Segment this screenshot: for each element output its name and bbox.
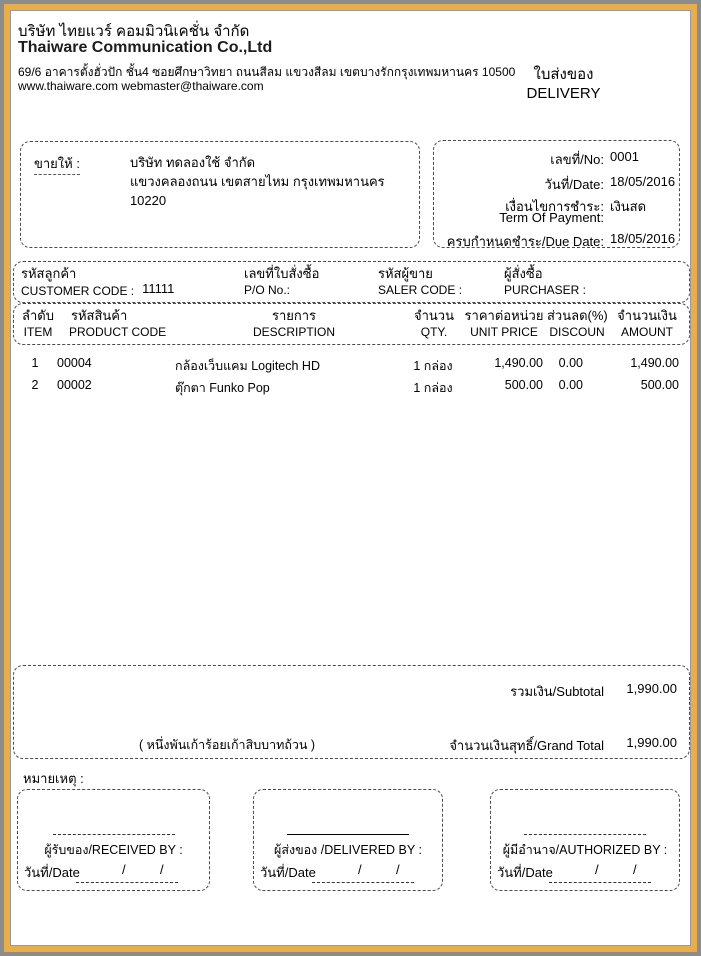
company-address: 69/6 อาคารตั้งฮั่วปัก ชั้น4 ซอยศึกษาวิทยา ถนนสีลม แขวงสีลม เขตบางรักกรุงเทพมหานคร 10500 (18, 65, 516, 79)
product-code: 00004 (57, 356, 92, 370)
company-contact: www.thaiware.com webmaster@thaiware.com (18, 79, 264, 93)
grand-total-label: จำนวนเงินสุทธิ์/Grand Total (449, 738, 604, 753)
document-title-thai: ใบส่งของ (533, 66, 594, 83)
items-table-header (13, 303, 690, 345)
company-name-thai: บริษัท ไทยแวร์ คอมมิวนิเคชั่น จำกัด (18, 23, 250, 40)
column-header-item: ลำดับ ITEM (22, 308, 54, 339)
discount: 0.00 (558, 378, 583, 392)
remark-label: หมายเหตุ : (23, 771, 84, 786)
customer-code-label-english: CUSTOMER CODE : 11111 (21, 281, 175, 298)
date-separator: / (633, 862, 637, 877)
description: ตุ๊กตา Funko Pop (175, 381, 270, 395)
unit-price: 1,490.00 (494, 356, 543, 370)
amount: 1,490.00 (630, 356, 679, 370)
customer-address: แขวงคลองถนน เขตสายไหม กรุงเทพมหานคร 10220 (129, 174, 385, 208)
customer-code-field (21, 265, 174, 300)
column-header-qty: จำนวน QTY. (414, 308, 454, 339)
saler-code-field (378, 265, 462, 299)
date-label: วันที่/Date (24, 865, 80, 880)
item-no: 1 (31, 356, 39, 370)
doc-date-value: 18/05/2016 (610, 174, 676, 189)
doc-number-value: 0001 (610, 149, 639, 164)
signature-line (287, 834, 409, 835)
customer-code-label-thai: รหัสลูกค้า (21, 266, 77, 281)
payment-terms-label-thai: เงื่อนไขการชำระ: (505, 199, 604, 214)
quantity: 1 กล่อง (413, 359, 453, 373)
payment-terms-value: เงินสด (610, 199, 647, 214)
date-label: วันที่/Date (260, 865, 316, 880)
doc-number-label: เลขที่/No: (550, 152, 604, 167)
order-info-box (13, 261, 690, 303)
document-frame-gold-band (4, 4, 697, 952)
column-header-product-code: รหัสสินค้า PRODUCT CODE (69, 308, 167, 339)
product-code: 00002 (57, 378, 92, 392)
date-separator: / (595, 862, 599, 877)
grand-total-value: 1,990.00 (626, 735, 677, 750)
discount: 0.00 (558, 356, 583, 370)
po-label-english: P/O No.: (244, 283, 291, 297)
column-header-unit-price: ราคาต่อหน่วย UNIT PRICE (464, 308, 544, 339)
totals-box (13, 665, 690, 759)
date-separator: / (160, 862, 164, 877)
document-title (451, 65, 676, 103)
quantity: 1 กล่อง (413, 381, 453, 395)
delivery-document (10, 10, 691, 946)
amount: 500.00 (640, 378, 679, 392)
item-no: 2 (31, 378, 39, 392)
table-row (13, 378, 690, 398)
date-underline (549, 882, 651, 883)
date-separator: / (396, 862, 400, 877)
due-date-value: 18/05/2016 (610, 231, 676, 246)
document-info-box (433, 140, 680, 248)
column-header-discount: ส่วนลด(%) DISCOUN (547, 308, 608, 339)
signature-title: ผู้รับของ/RECEIVED BY : (44, 843, 183, 857)
sold-to-box (20, 141, 420, 248)
payment-terms-label-english: Term Of Payment: (499, 210, 604, 225)
sold-to-label: ขายให้ : (34, 153, 80, 175)
signature-box-received (17, 789, 210, 891)
signature-line (53, 834, 175, 835)
unit-price: 500.00 (504, 378, 543, 392)
column-header-description: รายการ DESCRIPTION (252, 308, 335, 339)
date-underline (312, 882, 414, 883)
due-date-label: ครบกำหนดชำระ/Due Date: (446, 234, 604, 249)
saler-label-english: SALER CODE : (378, 283, 463, 297)
po-number-field (244, 265, 319, 299)
document-title-english: DELIVERY (526, 85, 601, 102)
subtotal-value: 1,990.00 (626, 681, 677, 696)
customer-code-value: 11111 (142, 281, 175, 296)
signature-box-authorized (490, 789, 680, 891)
description: กล้องเว็บแคม Logitech HD (175, 359, 320, 373)
saler-label-thai: รหัสผู้ขาย (378, 266, 433, 281)
signature-box-delivered (253, 789, 443, 891)
date-underline (76, 882, 178, 883)
purchaser-label-english: PURCHASER : (504, 283, 587, 297)
date-separator: / (358, 862, 362, 877)
signature-title: ผู้ส่งของ /DELIVERED BY : (274, 843, 422, 857)
date-label: วันที่/Date (497, 865, 553, 880)
column-header-amount: จำนวนเงิน AMOUNT (617, 308, 677, 339)
company-name-english: Thaiware Communication Co.,Ltd (18, 39, 273, 56)
signature-title: ผู้มีอำนาจ/AUTHORIZED BY : (502, 843, 668, 857)
signature-line (524, 834, 646, 835)
date-separator: / (122, 862, 126, 877)
po-label-thai: เลขที่ใบสั่งซื้อ (244, 266, 320, 281)
purchaser-field (504, 265, 586, 299)
amount-in-words: ( หนึ่งพันเก้าร้อยเก้าสิบบาทถ้วน ) (139, 738, 316, 752)
customer-name: บริษัท ทดลองใช้ จำกัด (129, 155, 256, 170)
table-row (13, 356, 690, 376)
subtotal-label: รวมเงิน/Subtotal (510, 684, 604, 699)
doc-date-label: วันที่/Date: (544, 177, 604, 192)
purchaser-label-thai: ผู้สั่งซื้อ (504, 266, 543, 281)
